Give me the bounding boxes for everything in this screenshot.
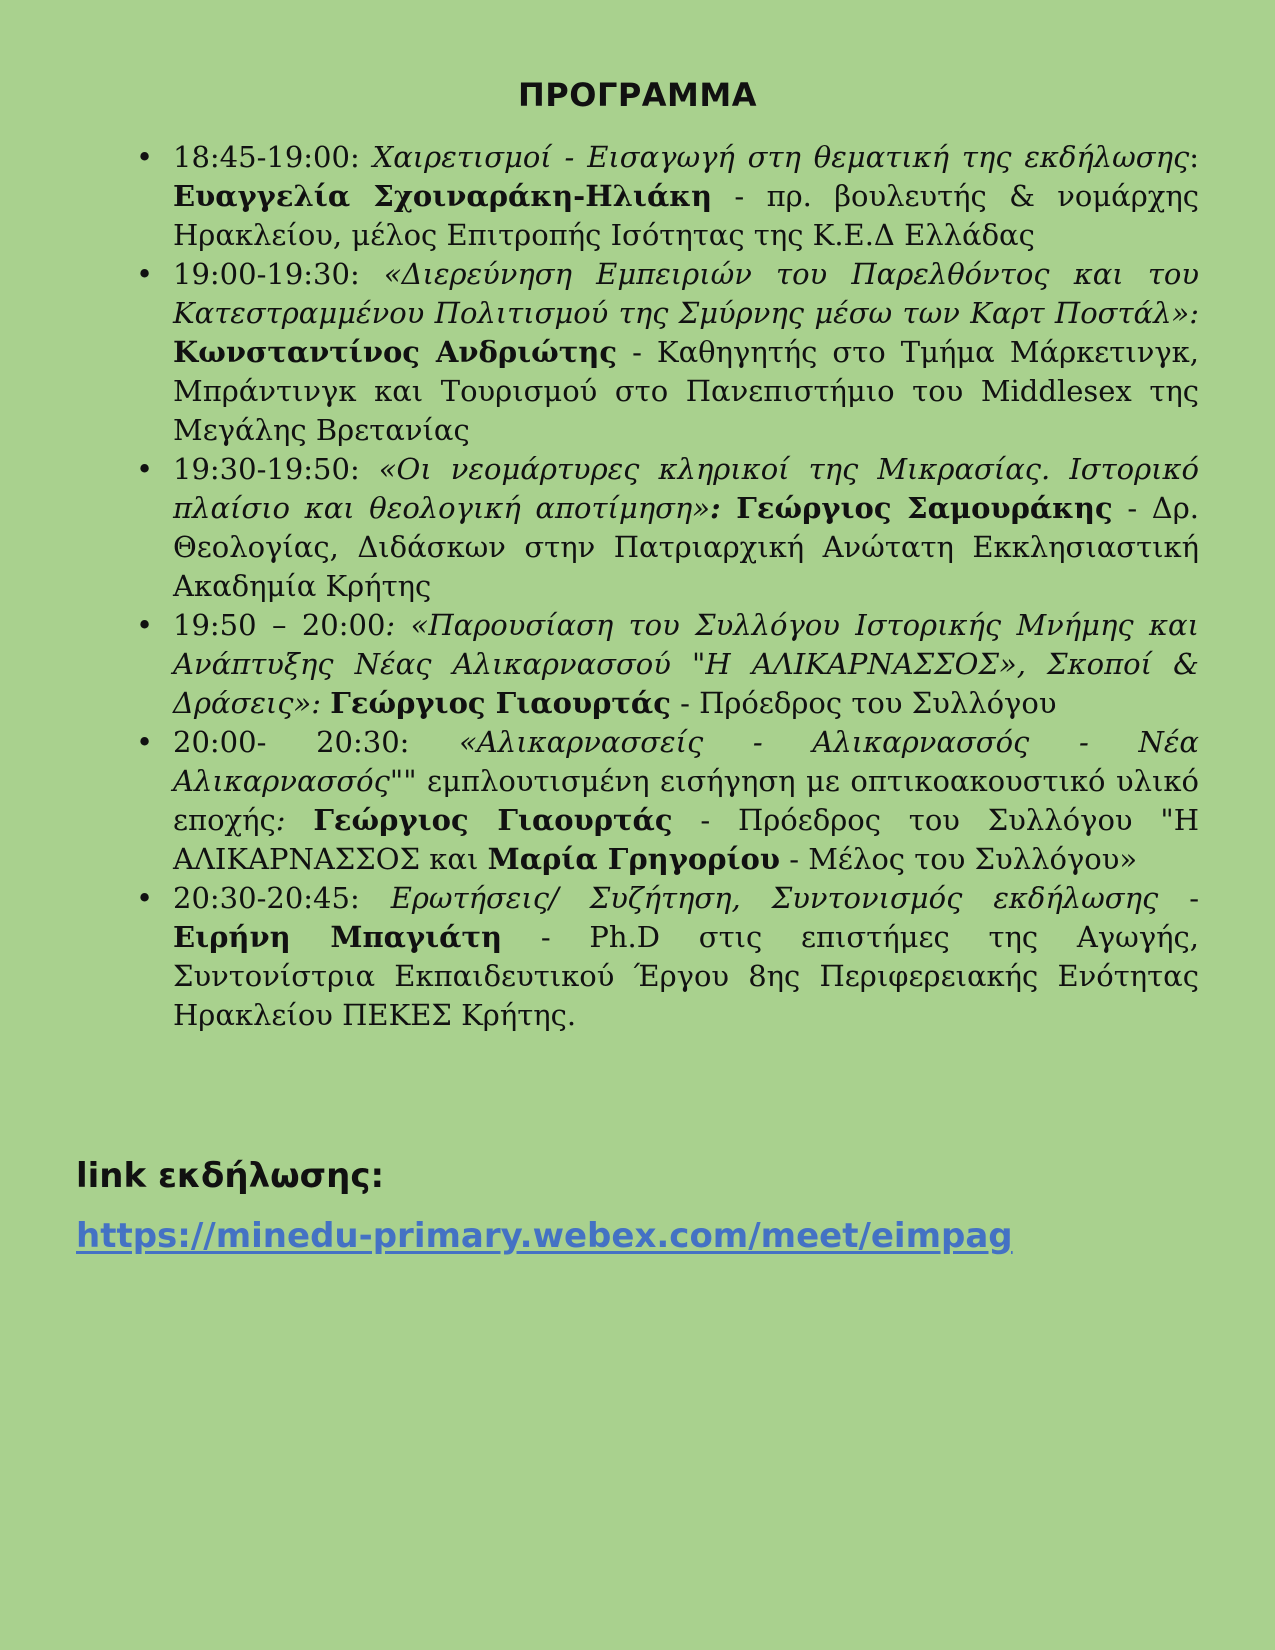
item-role: - Πρόεδρος του Συλλόγου "Η ΑΛΙΚΑΡΝΑΣΣΟΣ και — [173, 803, 1199, 876]
item-topic: : «Παρουσίαση του Συλλόγου Ιστορικής Μνήμης και Ανάπτυξης Νέας Αλικαρνασσού "Η ΑΛΙΚΑΡΝΑΣΣΟΣ», Σκοποί & Δράσεις»: — [173, 608, 1199, 720]
item-topic-plain: εμπλουτισμένη εισήγηση με οπτικοακουστικό υλικό εποχής — [173, 764, 1199, 837]
item-role: - Ph.D στις επιστήμες της Αγωγής, Συντονίστρια Εκπαιδευτικού Έργου 8ης Περιφερειακής Ενότητας Ηρακλείου ΠΕΚΕΣ Κρήτης. — [173, 920, 1200, 1032]
bullet-icon: • — [136, 140, 154, 174]
program-item-2 — [136, 255, 1200, 450]
item-time: 19:50 – 20:00 — [173, 608, 386, 642]
item-time: 19:00-19:30: — [173, 257, 360, 291]
item-time: 20:30-20:45: — [173, 881, 360, 915]
item-topic-end: : — [1189, 140, 1199, 174]
program-list — [136, 138, 1200, 1035]
link-label: link εκδήλωσης: — [76, 1156, 385, 1196]
item-speaker: Γεώργιος Γιαουρτάς — [330, 686, 671, 720]
bullet-icon: • — [136, 452, 154, 486]
item-speaker-2: Μαρία Γρηγορίου — [487, 842, 780, 876]
item-topic-end: : — [710, 491, 737, 525]
program-item-5 — [136, 723, 1200, 879]
item-topic: Χαιρετισμοί - Εισαγωγή στη θεματική της εκδήλωσης — [372, 140, 1190, 174]
event-link[interactable]: https://minedu-primary.webex.com/meet/eimpag — [76, 1216, 1013, 1256]
bullet-icon: • — [136, 257, 154, 291]
item-topic: «Αλικαρνασσείς - Αλικαρνασσός - Νέα Αλικαρνασσός"" — [173, 725, 1200, 798]
item-speaker: Κωνσταντίνος Ανδριώτης — [173, 335, 618, 369]
item-time: 20:00- 20:30: — [173, 725, 410, 759]
item-topic-end: - — [1158, 881, 1199, 915]
item-role-2: - Μέλος του Συλλόγου» — [779, 842, 1138, 876]
program-item-4 — [136, 606, 1199, 723]
item-topic: «Οι νεομάρτυρες κληρικοί της Μικρασίας. Ιστορικό πλαίσιο και θεολογική αποτίμηση» — [173, 452, 1199, 525]
item-role: - Πρόεδρος του Συλλόγου — [670, 686, 1057, 720]
program-item-3 — [136, 450, 1199, 606]
item-speaker: Γεώργιος Σαμουράκης — [736, 491, 1113, 525]
item-topic-end: : — [275, 803, 286, 837]
item-role: - πρ. βουλευτής & νομάρχης Ηρακλείου, μέλος Επιτροπής Ισότητας της Κ.Ε.Δ Ελλάδας — [173, 179, 1199, 252]
item-time: 19:30-19:50: — [173, 452, 360, 486]
program-title: ΠΡΟΓΡΑΜΜΑ — [518, 76, 757, 114]
bullet-icon: • — [136, 725, 154, 759]
item-role: - Καθηγητής στο Τμήμα Μάρκετινγκ, Μπράντινγκ και Τουρισμού στο Πανεπιστήμιο του Middlesex της Μεγάλης Βρετανίας — [173, 335, 1200, 447]
item-role: - Δρ. Θεολογίας, Διδάσκων στην Πατριαρχική Ανώτατη Εκκλησιαστική Ακαδημία Κρήτης — [173, 491, 1199, 603]
item-speaker: Ειρήνη Μπαγιάτη — [173, 920, 503, 954]
bullet-icon: • — [136, 608, 154, 642]
item-time: 18:45-19:00: — [173, 140, 360, 174]
item-speaker: Γεώργιος Γιαουρτάς — [313, 803, 673, 837]
item-speaker: Ευαγγελία Σχοιναράκη-Ηλιάκη — [173, 179, 713, 213]
item-topic: Ερωτήσεις/ Συζήτηση, Συντονισμός εκδήλωσης — [390, 881, 1159, 915]
bullet-icon: • — [136, 881, 154, 915]
program-item-1 — [136, 138, 1199, 255]
program-item-6 — [136, 879, 1200, 1035]
item-topic: «Διερεύνηση Εμπειριών του Παρελθόντος και του Κατεστραμμένου Πολιτισμού της Σμύρνης μέσω των Καρτ Ποστάλ»: — [173, 257, 1200, 330]
